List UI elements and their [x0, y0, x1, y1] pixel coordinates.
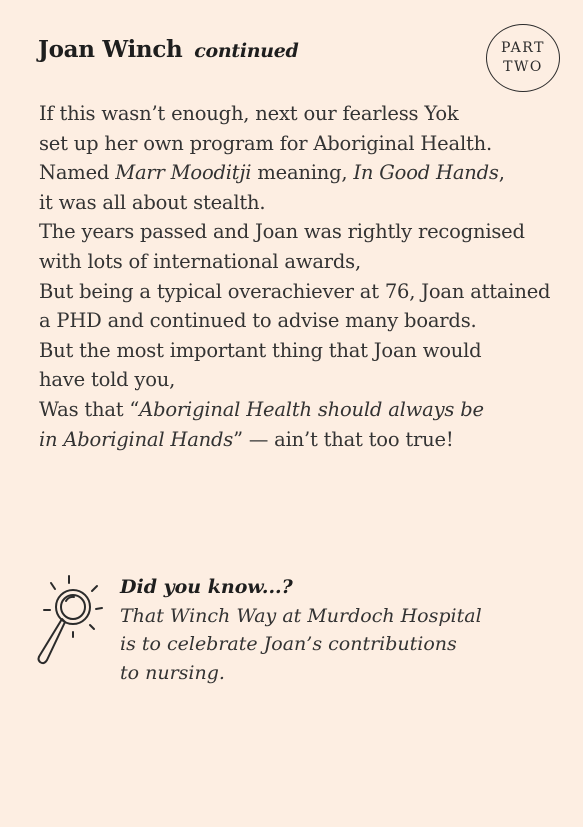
did-you-know-heading: Did you know...? — [120, 576, 293, 598]
poem-text-span: ” — ain’t that too true! — [233, 427, 454, 451]
poem-text-span: have told you, — [39, 368, 176, 392]
poem-text — [39, 99, 564, 454]
poem-italic-span: In Good Hands — [353, 161, 499, 185]
poem-line — [39, 188, 564, 218]
magnifying-glass-icon — [36, 574, 106, 670]
did-you-know-box — [120, 573, 482, 687]
poem-text-span: The years passed and Joan was rightly recognised — [39, 220, 525, 244]
poem-text-span: , — [498, 161, 505, 185]
title-name: Joan Winch — [38, 36, 183, 63]
badge-line-1: PART — [501, 40, 545, 56]
poem-line — [39, 306, 564, 336]
poem-line — [39, 129, 564, 159]
poem-line — [39, 336, 564, 366]
poem-text-span: a PHD and continued to advise many boards. — [39, 309, 477, 333]
did-you-know-line: That Winch Way at Murdoch Hospital — [120, 604, 482, 627]
badge-line-2: TWO — [503, 59, 543, 75]
page-title — [38, 36, 299, 63]
poem-text-span: set up her own program for Aboriginal Health. — [39, 131, 492, 155]
poem-line — [39, 247, 564, 277]
poem-line — [39, 277, 564, 307]
poem-text-span: But the most important thing that Joan would — [39, 338, 482, 362]
poem-line — [39, 365, 564, 395]
poem-text-span: If this wasn’t enough, next our fearless Yok — [39, 102, 459, 125]
poem-line — [39, 158, 564, 188]
poem-line — [39, 217, 564, 247]
title-subtitle: continued — [194, 40, 299, 62]
poem-text-span: it was all about stealth. — [39, 190, 266, 214]
poem-line — [39, 425, 564, 455]
poem-line — [39, 395, 564, 425]
poem-text-span: meaning, — [251, 161, 354, 185]
poem-text-span: Named — [39, 161, 116, 185]
did-you-know-line: to nursing. — [120, 661, 225, 684]
poem-line — [39, 99, 564, 129]
part-badge — [486, 24, 560, 92]
poem-text-span: But being a typical overachiever at 76, Joan attained — [39, 279, 551, 303]
poem-text-span: with lots of international awards, — [39, 249, 361, 273]
poem-italic-span: Aboriginal Health should always be — [139, 397, 484, 421]
poem-text-span: Was that “ — [39, 397, 140, 421]
poem-italic-span: in Aboriginal Hands — [39, 427, 234, 451]
did-you-know-line: is to celebrate Joan’s contributions — [120, 633, 457, 655]
poem-italic-span: Marr Mooditji — [115, 161, 252, 185]
